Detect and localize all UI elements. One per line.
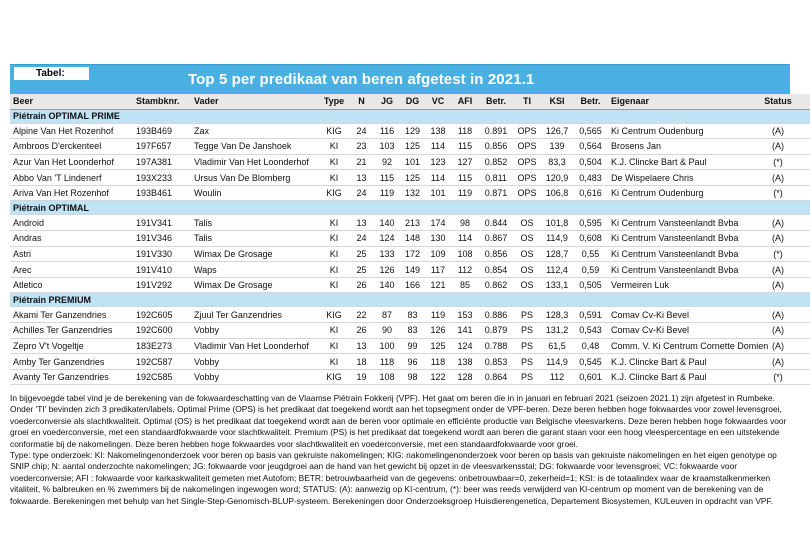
- cell-stamboeknummer: 197F657: [133, 139, 191, 155]
- cell-ti: PS: [513, 307, 541, 323]
- cell-status: (A): [746, 354, 810, 370]
- cell-vader: Tegge Van De Janshoek: [191, 139, 319, 155]
- cell-beer: Azur Van Het Loonderhof: [10, 154, 133, 170]
- cell-ti: OPS: [513, 123, 541, 139]
- cell-betr: 0.871: [479, 185, 513, 201]
- cell-status: (A): [746, 262, 810, 278]
- cell-ksi-betr: 0,59: [573, 262, 608, 278]
- group-label: Piétrain OPTIMAL: [10, 201, 810, 215]
- cell-dg: 96: [400, 354, 425, 370]
- cell-type: KI: [319, 139, 349, 155]
- cell-status: (*): [746, 369, 810, 385]
- cell-ksi-betr: 0,601: [573, 369, 608, 385]
- cell-ksi: 112,4: [541, 262, 573, 278]
- group-row: [10, 201, 810, 215]
- group-label: Piétrain PREMIUM: [10, 293, 810, 307]
- cell-vader: Zjuul Ter Ganzendries: [191, 307, 319, 323]
- cell-n: 24: [349, 123, 374, 139]
- cell-betr: 0.852: [479, 154, 513, 170]
- table-row: [10, 246, 810, 262]
- cell-status: (*): [746, 246, 810, 262]
- column-header-betr: Betr.: [479, 94, 513, 109]
- table-container: [10, 64, 790, 385]
- cell-status: (A): [746, 170, 810, 186]
- cell-ksi: 101,8: [541, 215, 573, 231]
- cell-vc: 122: [425, 369, 451, 385]
- cell-n: 26: [349, 277, 374, 293]
- cell-ksi: 114,9: [541, 231, 573, 247]
- cell-vc: 125: [425, 338, 451, 354]
- cell-eigenaar: K.J. Clincke Bart & Paul: [608, 369, 746, 385]
- cell-vc: 114: [425, 170, 451, 186]
- cell-afi: 85: [451, 277, 479, 293]
- cell-dg: 99: [400, 338, 425, 354]
- cell-vc: 114: [425, 139, 451, 155]
- cell-ksi: 120,9: [541, 170, 573, 186]
- cell-dg: 213: [400, 215, 425, 231]
- table-tag: Tabel:: [14, 67, 89, 80]
- cell-dg: 101: [400, 154, 425, 170]
- cell-status: (A): [746, 139, 810, 155]
- cell-betr: 0.891: [479, 123, 513, 139]
- cell-ksi: 112: [541, 369, 573, 385]
- cell-vc: 130: [425, 231, 451, 247]
- cell-n: 13: [349, 338, 374, 354]
- cell-ti: OS: [513, 215, 541, 231]
- cell-stamboeknummer: 193B461: [133, 185, 191, 201]
- cell-n: 24: [349, 231, 374, 247]
- cell-betr: 0.844: [479, 215, 513, 231]
- cell-vc: 126: [425, 323, 451, 339]
- cell-vader: Vobby: [191, 323, 319, 339]
- cell-eigenaar: Ki Centrum Vansteenlandt Bvba: [608, 215, 746, 231]
- table-row: [10, 170, 810, 186]
- cell-eigenaar: Vermeiren Luk: [608, 277, 746, 293]
- cell-ti: OPS: [513, 185, 541, 201]
- cell-jg: 108: [374, 369, 400, 385]
- table-row: [10, 338, 810, 354]
- cell-ksi: 106,8: [541, 185, 573, 201]
- cell-afi: 127: [451, 154, 479, 170]
- cell-beer: Atletico: [10, 277, 133, 293]
- cell-ksi-betr: 0,504: [573, 154, 608, 170]
- cell-afi: 108: [451, 246, 479, 262]
- cell-vc: 101: [425, 185, 451, 201]
- cell-vc: 118: [425, 354, 451, 370]
- group-row: [10, 109, 810, 123]
- column-header-jg: JG: [374, 94, 400, 109]
- cell-type: KIG: [319, 123, 349, 139]
- cell-betr: 0.862: [479, 277, 513, 293]
- cell-beer: Alpine Van Het Rozenhof: [10, 123, 133, 139]
- cell-afi: 112: [451, 262, 479, 278]
- cell-dg: 148: [400, 231, 425, 247]
- cell-vader: Zax: [191, 123, 319, 139]
- cell-vader: Wimax De Grosage: [191, 246, 319, 262]
- cell-dg: 83: [400, 307, 425, 323]
- cell-type: KI: [319, 262, 349, 278]
- cell-status: (*): [746, 154, 810, 170]
- boar-ranking-table: [10, 94, 810, 385]
- cell-n: 25: [349, 262, 374, 278]
- cell-jg: 90: [374, 323, 400, 339]
- table-body: [10, 109, 810, 385]
- cell-jg: 118: [374, 354, 400, 370]
- column-header-afi: AFI: [451, 94, 479, 109]
- cell-afi: 115: [451, 139, 479, 155]
- cell-afi: 115: [451, 170, 479, 186]
- cell-vc: 174: [425, 215, 451, 231]
- cell-stamboeknummer: 193B469: [133, 123, 191, 139]
- cell-vader: Woulin: [191, 185, 319, 201]
- cell-jg: 124: [374, 231, 400, 247]
- cell-jg: 103: [374, 139, 400, 155]
- cell-ksi-betr: 0,543: [573, 323, 608, 339]
- cell-status: (A): [746, 231, 810, 247]
- cell-ksi-betr: 0,564: [573, 139, 608, 155]
- column-header-ti: TI: [513, 94, 541, 109]
- cell-dg: 129: [400, 123, 425, 139]
- cell-stamboeknummer: 191V346: [133, 231, 191, 247]
- footnote-legend: Type: type onderzoek: KI: Nakomelingenonderzoek voor beren op basis van gekruiste nakomelingen; KIG: nakomelingenonderzoek voor beren op basis van gekruiste nakomelingen en het eigen genotype op SNIP chip; N: aantal onderzochte nakomelingen; JG: fokwaarde voor jeugdgroei aan de hand van het gewicht bij opzet in de vleesvarkensstal; DG: fokwaarde voor levensgroei; VC: fokwaarde voor voederconversie; AFI : fokwaarde voor karkaskwaliteit gemeten met Autofom; BETR: betrouwbaarheid van de gegevens: onbetrouwbaar=0, zekerheid=1; KSI: is de totaalindex waar de kraamstalkenmerken vitaliteit, % balbreuken en % zwemmers bij de nakomelingen ingewogen word; STATUS: (A): aanwezig op KI-centrum, (*): beer was reeds verwijderd van KI-centrum op moment van de berekening van de fokwaarde. Berekeningen met behulp van het Single-Step-Genomisch-BLUP-systeem. Berekeningen door Onderzoeksgroep Huisdierengenetica, Departement Biosystemen, KULeuven in opdracht van VPF.: [10, 450, 777, 506]
- cell-ti: OS: [513, 246, 541, 262]
- cell-n: 26: [349, 323, 374, 339]
- cell-afi: 114: [451, 231, 479, 247]
- footnote: [10, 393, 790, 507]
- cell-ti: OS: [513, 277, 541, 293]
- cell-stamboeknummer: 197A381: [133, 154, 191, 170]
- cell-eigenaar: Ki Centrum Vansteenlandt Bvba: [608, 262, 746, 278]
- cell-vader: Waps: [191, 262, 319, 278]
- cell-beer: Astri: [10, 246, 133, 262]
- cell-ksi-betr: 0,545: [573, 354, 608, 370]
- cell-n: 18: [349, 354, 374, 370]
- cell-ksi: 131,2: [541, 323, 573, 339]
- cell-stamboeknummer: 193X233: [133, 170, 191, 186]
- cell-n: 21: [349, 154, 374, 170]
- cell-n: 19: [349, 369, 374, 385]
- cell-status: (A): [746, 277, 810, 293]
- cell-dg: 132: [400, 185, 425, 201]
- cell-type: KIG: [319, 369, 349, 385]
- column-header-eigenaar: Eigenaar: [608, 94, 746, 109]
- table-row: [10, 262, 810, 278]
- cell-beer: Arec: [10, 262, 133, 278]
- cell-afi: 118: [451, 123, 479, 139]
- cell-beer: Ambroos D'erckenteel: [10, 139, 133, 155]
- cell-vader: Vobby: [191, 354, 319, 370]
- cell-ksi-betr: 0,565: [573, 123, 608, 139]
- table-row: [10, 307, 810, 323]
- cell-afi: 138: [451, 354, 479, 370]
- cell-eigenaar: Ki Centrum Vansteenlandt Bvba: [608, 246, 746, 262]
- cell-beer: Zepro V't Vogeltje: [10, 338, 133, 354]
- cell-beer: Avanty Ter Ganzendries: [10, 369, 133, 385]
- cell-type: KI: [319, 354, 349, 370]
- cell-dg: 83: [400, 323, 425, 339]
- cell-type: KI: [319, 323, 349, 339]
- cell-eigenaar: De Wispelaere Chris: [608, 170, 746, 186]
- cell-afi: 153: [451, 307, 479, 323]
- cell-ksi-betr: 0,48: [573, 338, 608, 354]
- cell-status: (A): [746, 215, 810, 231]
- cell-jg: 119: [374, 185, 400, 201]
- cell-eigenaar: Ki Centrum Vansteenlandt Bvba: [608, 231, 746, 247]
- table-header-row: [10, 94, 810, 109]
- column-header-stamboeknummer: Stambknr.: [133, 94, 191, 109]
- cell-beer: Amby Ter Ganzendries: [10, 354, 133, 370]
- cell-ksi: 83,3: [541, 154, 573, 170]
- cell-ksi-betr: 0,616: [573, 185, 608, 201]
- table-row: [10, 154, 810, 170]
- cell-status: (A): [746, 123, 810, 139]
- cell-status: (A): [746, 323, 810, 339]
- cell-afi: 98: [451, 215, 479, 231]
- cell-beer: Ariva Van Het Rozenhof: [10, 185, 133, 201]
- cell-jg: 126: [374, 262, 400, 278]
- cell-stamboeknummer: 192C600: [133, 323, 191, 339]
- cell-vader: Vladimir Van Het Loonderhof: [191, 338, 319, 354]
- cell-dg: 166: [400, 277, 425, 293]
- table-banner: [10, 64, 790, 94]
- table-row: [10, 323, 810, 339]
- column-header-type: Type: [319, 94, 349, 109]
- cell-n: 13: [349, 170, 374, 186]
- cell-ti: PS: [513, 354, 541, 370]
- column-header-beer: Beer: [10, 94, 133, 109]
- cell-eigenaar: Ki Centrum Oudenburg: [608, 185, 746, 201]
- cell-type: KIG: [319, 185, 349, 201]
- cell-stamboeknummer: 183E273: [133, 338, 191, 354]
- cell-status: (A): [746, 338, 810, 354]
- cell-vc: 119: [425, 307, 451, 323]
- cell-ti: OPS: [513, 170, 541, 186]
- cell-betr: 0.879: [479, 323, 513, 339]
- cell-eigenaar: K.J. Clincke Bart & Paul: [608, 354, 746, 370]
- cell-stamboeknummer: 192C585: [133, 369, 191, 385]
- cell-type: KI: [319, 246, 349, 262]
- column-header-ksi-betr: Betr.: [573, 94, 608, 109]
- table-row: [10, 215, 810, 231]
- cell-type: KI: [319, 338, 349, 354]
- table-row: [10, 139, 810, 155]
- cell-jg: 115: [374, 170, 400, 186]
- cell-eigenaar: Comav Cv-Ki Bevel: [608, 323, 746, 339]
- cell-ti: OPS: [513, 154, 541, 170]
- cell-vader: Wimax De Grosage: [191, 277, 319, 293]
- cell-ksi: 139: [541, 139, 573, 155]
- column-header-dg: DG: [400, 94, 425, 109]
- cell-betr: 0.853: [479, 354, 513, 370]
- cell-ksi: 133,1: [541, 277, 573, 293]
- cell-status: (*): [746, 185, 810, 201]
- cell-beer: Android: [10, 215, 133, 231]
- cell-ti: PS: [513, 369, 541, 385]
- table-row: [10, 123, 810, 139]
- cell-betr: 0.811: [479, 170, 513, 186]
- cell-n: 25: [349, 246, 374, 262]
- cell-type: KI: [319, 154, 349, 170]
- cell-afi: 128: [451, 369, 479, 385]
- cell-ksi: 61,5: [541, 338, 573, 354]
- cell-beer: Akami Ter Ganzendries: [10, 307, 133, 323]
- column-header-status: Status: [746, 94, 810, 109]
- cell-betr: 0.856: [479, 246, 513, 262]
- cell-jg: 140: [374, 215, 400, 231]
- cell-betr: 0.864: [479, 369, 513, 385]
- cell-afi: 119: [451, 185, 479, 201]
- table-row: [10, 185, 810, 201]
- cell-type: KI: [319, 215, 349, 231]
- cell-status: (A): [746, 307, 810, 323]
- column-header-vc: VC: [425, 94, 451, 109]
- cell-vader: Vladimir Van Het Loonderhof: [191, 154, 319, 170]
- cell-stamboeknummer: 191V341: [133, 215, 191, 231]
- cell-type: KI: [319, 231, 349, 247]
- cell-ksi: 128,7: [541, 246, 573, 262]
- cell-type: KI: [319, 170, 349, 186]
- cell-n: 13: [349, 215, 374, 231]
- cell-vc: 138: [425, 123, 451, 139]
- table-title: Top 5 per predikaat van beren afgetest in 2021.1: [188, 71, 535, 88]
- cell-ksi-betr: 0,505: [573, 277, 608, 293]
- table-row: [10, 231, 810, 247]
- cell-stamboeknummer: 191V292: [133, 277, 191, 293]
- cell-beer: Abbo Van 'T Lindenerf: [10, 170, 133, 186]
- cell-ksi-betr: 0,591: [573, 307, 608, 323]
- cell-n: 24: [349, 185, 374, 201]
- cell-dg: 125: [400, 139, 425, 155]
- cell-n: 22: [349, 307, 374, 323]
- footnote-intro: In bijgevoegde tabel vind je de berekening van de fokwaardeschatting van de Vlaamse Piétrain Fokkerij (VPF). Het gaat om beren die in in januari en februari 2021 (seizoen 2021.1) zijn afgetest in Rumbeke. Onder 'TI' bevinden zich 3 predikaten/labels. Optimal Prime (OPS) is het predikaat dat toegekend wordt aan het topsegment onder de VPF-beren. Deze beren hebben hoge fokwaardes voor zowel levensgroei, voederconversie als slachtkwaliteit. Optimal (OS) is het predikaat dat toegekend wordt aan de beren voor optimale en efficiënte productie van Belgische vleesvarkens. Deze beren hebben hoge fokwaardes voor groei en voederconversie, met een standaardfokwaarde voor slachtkwaliteit. Premium (PS) is het predikaat dat toegekend wordt aan beren die garant staan voor een hoog vleespercentage en een uitstekende conformatie bij de nakomelingen. Deze beren hebben hoge fokwaardes voor slachtkwaliteit en voederconversie, met een standaardfokwaarde voor groei.: [10, 393, 787, 449]
- cell-ksi-betr: 0,595: [573, 215, 608, 231]
- cell-betr: 0.788: [479, 338, 513, 354]
- cell-vader: Ursus Van De Blomberg: [191, 170, 319, 186]
- cell-jg: 133: [374, 246, 400, 262]
- cell-eigenaar: K.J. Clincke Bart & Paul: [608, 154, 746, 170]
- cell-vader: Talis: [191, 231, 319, 247]
- cell-stamboeknummer: 192C587: [133, 354, 191, 370]
- cell-ksi: 126,7: [541, 123, 573, 139]
- cell-vc: 123: [425, 154, 451, 170]
- cell-ksi-betr: 0,483: [573, 170, 608, 186]
- cell-ti: OS: [513, 262, 541, 278]
- cell-betr: 0.854: [479, 262, 513, 278]
- cell-ksi: 128,3: [541, 307, 573, 323]
- cell-betr: 0.867: [479, 231, 513, 247]
- cell-eigenaar: Comav Cv-Ki Bevel: [608, 307, 746, 323]
- cell-ti: PS: [513, 323, 541, 339]
- cell-eigenaar: Ki Centrum Oudenburg: [608, 123, 746, 139]
- cell-eigenaar: Brosens Jan: [608, 139, 746, 155]
- cell-beer: Achilles Ter Ganzendries: [10, 323, 133, 339]
- cell-betr: 0.856: [479, 139, 513, 155]
- column-header-ksi: KSI: [541, 94, 573, 109]
- cell-jg: 87: [374, 307, 400, 323]
- cell-jg: 100: [374, 338, 400, 354]
- group-label: Piétrain OPTIMAL PRIME: [10, 109, 810, 123]
- cell-ksi-betr: 0,55: [573, 246, 608, 262]
- cell-dg: 149: [400, 262, 425, 278]
- cell-dg: 172: [400, 246, 425, 262]
- cell-vader: Talis: [191, 215, 319, 231]
- group-row: [10, 293, 810, 307]
- table-row: [10, 369, 810, 385]
- cell-ksi-betr: 0,608: [573, 231, 608, 247]
- cell-jg: 92: [374, 154, 400, 170]
- cell-jg: 116: [374, 123, 400, 139]
- cell-stamboeknummer: 191V410: [133, 262, 191, 278]
- cell-type: KI: [319, 277, 349, 293]
- column-header-vader: Vader: [191, 94, 319, 109]
- table-row: [10, 354, 810, 370]
- cell-vader: Vobby: [191, 369, 319, 385]
- cell-ksi: 114,9: [541, 354, 573, 370]
- cell-beer: Andras: [10, 231, 133, 247]
- cell-vc: 109: [425, 246, 451, 262]
- cell-dg: 125: [400, 170, 425, 186]
- cell-afi: 124: [451, 338, 479, 354]
- cell-n: 23: [349, 139, 374, 155]
- cell-jg: 140: [374, 277, 400, 293]
- cell-vc: 121: [425, 277, 451, 293]
- cell-stamboeknummer: 191V330: [133, 246, 191, 262]
- cell-type: KIG: [319, 307, 349, 323]
- cell-ti: OPS: [513, 139, 541, 155]
- cell-afi: 141: [451, 323, 479, 339]
- cell-betr: 0.886: [479, 307, 513, 323]
- cell-dg: 98: [400, 369, 425, 385]
- column-header-n: N: [349, 94, 374, 109]
- cell-eigenaar: Comm. V. Ki Centrum Cornette Domien: [608, 338, 746, 354]
- cell-ti: PS: [513, 338, 541, 354]
- cell-vc: 117: [425, 262, 451, 278]
- cell-ti: OS: [513, 231, 541, 247]
- table-row: [10, 277, 810, 293]
- cell-stamboeknummer: 192C605: [133, 307, 191, 323]
